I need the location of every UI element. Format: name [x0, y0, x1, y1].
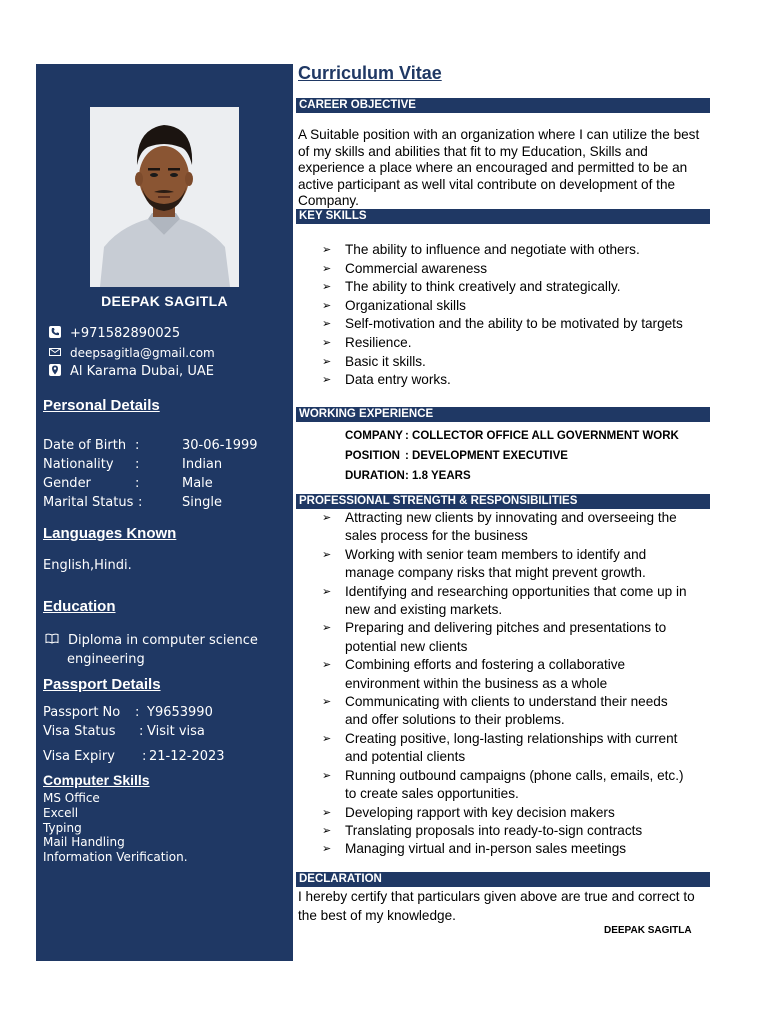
location-pin-icon [49, 364, 61, 376]
working-experience-heading: WORKING EXPERIENCE [296, 407, 710, 422]
location-line [49, 364, 214, 379]
strength-item: ➢ Attracting new clients by innovating and overseeing the sales process for the business [322, 509, 687, 546]
row-label: Date of Birth [43, 438, 127, 453]
computer-skill-item: Excell [43, 805, 79, 820]
row-label: Visa Expiry [43, 749, 115, 764]
work-row-company [345, 430, 679, 442]
sidebar [36, 64, 293, 961]
row-separator: : [142, 749, 147, 764]
row-label: Nationality [43, 457, 114, 472]
row-value: Indian [182, 457, 223, 472]
row-separator: : [139, 724, 144, 739]
declaration-heading: DECLARATION [296, 872, 710, 887]
work-value: : DEVELOPMENT EXECUTIVE [405, 450, 568, 462]
strength-item: ➢ Running outbound campaigns (phone calls, emails, etc.) to create sales opportunities. [322, 767, 687, 804]
row-label: Passport No [43, 705, 121, 720]
key-skill-item: ➢ Commercial awareness [322, 260, 683, 279]
education-line-2: engineering [67, 652, 145, 667]
row-value: 30-06-1999 [182, 438, 258, 453]
strength-item: ➢ Communicating with clients to understand their needs and offer solutions to their problems. [322, 693, 687, 730]
strengths-list [322, 509, 687, 859]
strength-item: ➢ Managing virtual and in-person sales meetings [322, 840, 687, 858]
key-skill-item: ➢ Basic it skills. [322, 353, 683, 372]
personal-details-heading: Personal Details [43, 397, 160, 414]
signature-name: DEEPAK SAGITLA [604, 925, 692, 936]
row-value: Male [182, 476, 213, 491]
work-label: DURATION [345, 470, 405, 482]
row-label: Marital Status [43, 495, 134, 510]
book-icon [45, 633, 60, 648]
phone-icon [49, 326, 61, 338]
strength-item: ➢ Creating positive, long-lasting relationships with current and potential clients [322, 730, 687, 767]
languages-heading: Languages Known [43, 525, 177, 542]
career-objective-text: A Suitable position with an organization where I can utilize the best of my skills and abilities that fit to my Education, Skills and experience a place where an encouraged and permitted to be an active participant as well vital contribute on development of the Company. [298, 127, 700, 208]
candidate-name: DEEPAK SAGITLA [101, 293, 228, 309]
computer-skills-heading: Computer Skills [43, 772, 150, 788]
key-skill-item: ➢ Data entry works. [322, 371, 683, 390]
work-label: POSITION [345, 450, 400, 462]
row-value: 21-12-2023 [149, 749, 225, 764]
computer-skill-item: Mail Handling [43, 835, 125, 850]
strength-item: ➢ Translating proposals into ready-to-sign contracts [322, 822, 687, 840]
key-skills-list [322, 241, 683, 390]
profile-photo-illustration [90, 107, 239, 287]
row-value: Single [182, 495, 222, 510]
education-line-1: Diploma in computer science [68, 633, 258, 648]
row-label: Gender [43, 476, 91, 491]
work-row-duration [345, 470, 471, 482]
profile-photo [90, 107, 239, 287]
work-value: : 1.8 YEARS [405, 470, 471, 482]
phone-number[interactable]: +971582890025 [70, 326, 181, 341]
row-separator: : [135, 705, 140, 720]
key-skill-item: ➢ Resilience. [322, 334, 683, 353]
professional-strength-heading: PROFESSIONAL STRENGTH & RESPONSIBILITIES [296, 494, 710, 509]
key-skill-item: ➢ Organizational skills [322, 297, 683, 316]
computer-skills-list [43, 791, 188, 865]
row-separator: : [135, 438, 140, 453]
computer-skill-item: Typing [43, 820, 82, 835]
envelope-icon [49, 346, 61, 358]
passport-heading: Passport Details [43, 676, 161, 693]
key-skill-item: ➢ The ability to influence and negotiate with others. [322, 241, 683, 260]
work-row-position [345, 450, 568, 462]
work-label: COMPANY [345, 430, 403, 442]
work-value: : COLLECTOR OFFICE ALL GOVERNMENT WORK [405, 430, 679, 442]
key-skills-heading: KEY SKILLS [296, 209, 710, 224]
education-entry [45, 633, 258, 648]
document-title: Curriculum Vitae [298, 63, 442, 83]
education-heading: Education [43, 598, 116, 615]
row-separator: : [135, 476, 140, 491]
email-line [49, 346, 215, 360]
key-skill-item: ➢ The ability to think creatively and strategically. [322, 278, 683, 297]
strength-item: ➢ Identifying and researching opportunities that come up in new and existing markets. [322, 583, 687, 620]
strength-item: ➢ Working with senior team members to identify and manage company risks that might prevent growth. [322, 546, 687, 583]
career-objective-heading: CAREER OBJECTIVE [296, 98, 710, 113]
computer-skill-item: MS Office [43, 791, 100, 805]
row-separator: : [138, 495, 143, 510]
email-address[interactable]: deepsagitla@gmail.com [70, 346, 215, 360]
row-separator: : [135, 457, 140, 472]
computer-skill-item: Information Verification. [43, 850, 188, 865]
languages-value: English,Hindi. [43, 558, 132, 573]
key-skill-item: ➢ Self-motivation and the ability to be motivated by targets [322, 315, 683, 334]
strength-item: ➢ Developing rapport with key decision makers [322, 804, 687, 822]
strength-item: ➢ Preparing and delivering pitches and presentations to potential new clients [322, 619, 687, 656]
phone-line [49, 326, 180, 341]
declaration-text: I hereby certify that particulars given above are true and correct to the best of my knowledge. [298, 889, 695, 923]
row-label: Visa Status [43, 724, 116, 739]
row-value: Visit visa [147, 724, 205, 739]
strength-item: ➢ Combining efforts and fostering a collaborative environment within the business as a whole [322, 656, 687, 693]
location-text: Al Karama Dubai, UAE [70, 364, 214, 379]
row-value: Y9653990 [147, 705, 213, 720]
